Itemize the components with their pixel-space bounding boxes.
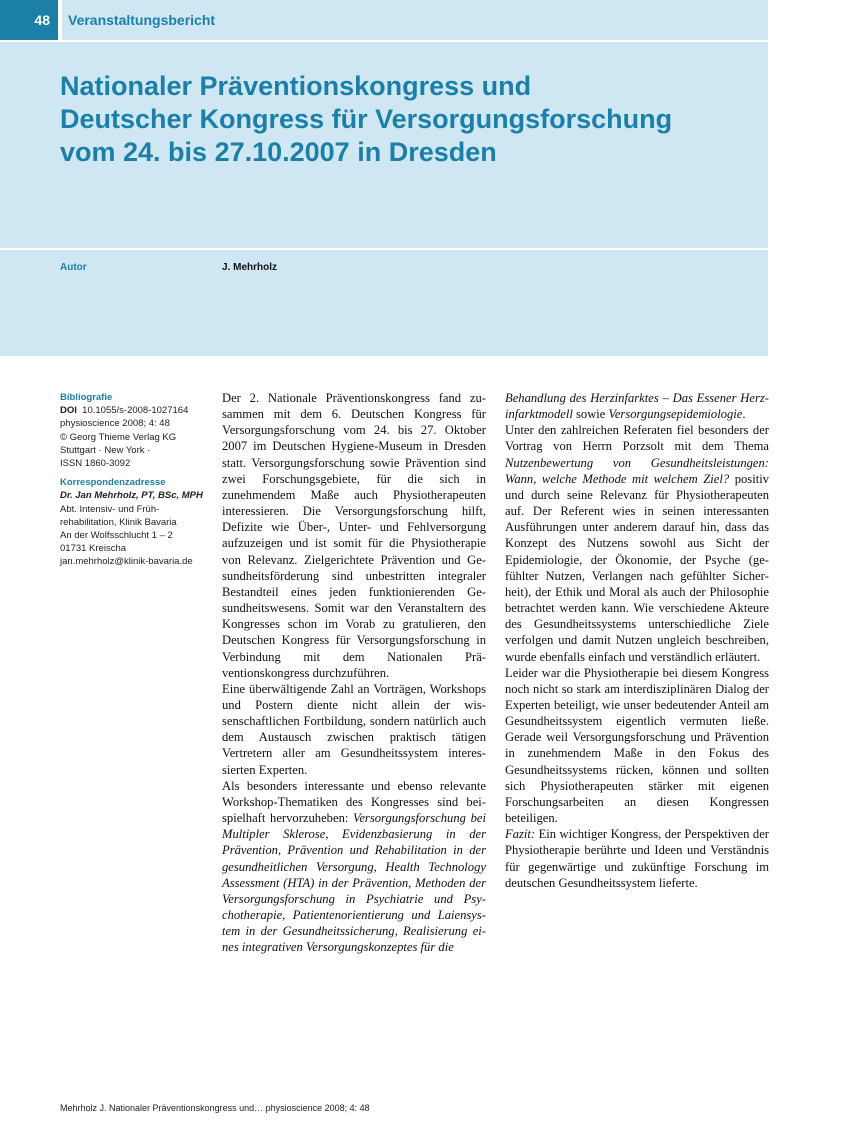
paragraph-text: positiv und durch seine Relevanz für Physiotherapeuten auf. Der Referent wies in seinen interessanten Ausführungen unter anderem darauf hin, dass das Konzept des Nutzens sowohl aus Sicht der Epidemiologie, der Ökonomie, der Psyche (gefühlter Nutzen, Verlangen nach gefühlter Sicherheit), der Ethik und Moral als auch der Philosophie betrachtet werden kann. Wie verschiedene Akteure des Gesundheitssystems unterschiedliche Ziele verfolgen und damit Nutzen ungleich beschreiben, wurde ebenfalls einfach und verständlich erläutert. (505, 471, 770, 664)
paragraph-text: Als besonders interessante und ebenso relevante Workshop-Thematiken des Kongresses sind beispielhaft hervorzuheben: (222, 778, 486, 826)
paragraph: Der 2. Nationale Präventionskongress fand zusammen mit dem 6. Deutschen Kongress für Versorgungsforschung vom 24. bis 27. Oktober 2007 im Deutschen Hygiene-Museum in Dresden statt. Versorgungsforschung sowie Prävention sind zwei Forschungsgebiete, für die sich in zunehmendem Maße auch Physiotherapeuten interessieren. Die Versorgungsforschung hilft, Defizite wie Über-, Unter- und Fehlversorgung aufzuzeigen und ist somit für die Physiotherapie von Relevanz. Zielgerichtete Prävention und Gesundheitsförderung sind unbestritten integraler Bestandteil eines jeden funktionierenden Gesundheitswesens. Somit war den Veranstaltern des Kongresses schon im Vorab zu gratulieren, den Deutschen Kongress für Versorgungsforschung in Verbindung mit dem Nationalen Präventionskongress durchzuführen. (222, 391, 486, 680)
doi-line (60, 404, 210, 417)
author-name: J. Mehrholz (222, 262, 278, 273)
correspondence-line: 01731 Kreischa (60, 543, 127, 555)
workshop-topic: Versorgungsepidemiologie (608, 407, 743, 422)
conclusion-label: Fazit: (505, 827, 536, 842)
body-column-1 (222, 390, 486, 955)
correspondence-line: An der Wolfsschlucht 1 – 2 (60, 530, 173, 542)
footer-citation: Mehrholz J. Nationaler Präventionskongress und… physioscience 2008; 4: 48 (60, 1103, 370, 1113)
issn: ISSN 1860-3092 (60, 458, 131, 470)
body-column-2 (505, 390, 769, 891)
bibliography-heading: Bibliografie (60, 392, 113, 403)
publisher-city: Stuttgart · New York · (60, 444, 151, 456)
paragraph (222, 778, 486, 956)
paragraph (505, 422, 769, 664)
correspondence-heading: Korrespondenzadresse (60, 477, 166, 489)
paragraph-text: sowie (572, 407, 609, 422)
workshop-topics: Behandlung des Herzinfarktes – Das Essener Herzinfarktmodell (505, 391, 769, 422)
copyright: © Georg Thieme Verlag KG (60, 431, 177, 443)
correspondence-line: Abt. Intensiv- und Früh- (60, 503, 160, 515)
page-number: 48 (0, 0, 58, 40)
doi-value: 10.1055/s-2008-1027164 (82, 405, 189, 417)
paragraph-text: . (742, 407, 746, 422)
paragraph-text: Unter den zahlreichen Referaten fiel besonders der Vortrag von Herrn Porzsolt mit dem Thema (505, 423, 769, 454)
author-label: Autor (60, 262, 87, 273)
paragraph: Leider war die Physiotherapie bei diesem Kongress noch nicht so stark am interdisziplinären Dialog der Experten beteiligt, wie unser bedeutender Anteil am Gesundheitssystem eigentlich vermuten ließe. Gerade weil Versorgungsforschung und Prävention in zunehmendem Maße in den Fokus des Gesundheitssystems rücken, können und sollten sich Physiotherapeuten stärker mit eigenen Forschungsarbeiten an diesen Kongressen beteiligen. (505, 665, 769, 826)
doi-label: DOI (60, 405, 77, 417)
journal-ref: physioscience 2008; 4: 48 (60, 418, 170, 430)
author-box (0, 250, 768, 356)
paragraph (505, 826, 769, 891)
section-label: Veranstaltungsbericht (62, 0, 768, 40)
sidebar-meta (60, 391, 210, 569)
paragraph: Eine überwältigende Zahl an Vorträgen, Workshops und Postern diente nicht allein der wissenschaftlichen Fortbildung, sondern natürlich auch dem Austausch zwischen praktisch tätigen Vertretern aller am Gesundheitssystem interessierten Experten. (222, 681, 486, 777)
paragraph-continued (505, 390, 769, 422)
title-line: Nationaler Präventionskongress und (60, 71, 532, 101)
talk-title: Nutzenbewertung von Gesundheitsleistungen: Wann, welche Methode mit welchem Ziel? (505, 455, 769, 486)
title-line: vom 24. bis 27.10.2007 in Dresden (60, 137, 497, 167)
workshop-topics: Versorgungsforschung bei Multipler Sklerose, Evidenzbasierung in der Prävention, Prävention und Rehabilitation in der gesundheitlichen Versorgung, Health Technology Assessment (HTA) in der Prävention, Methoden der Versorgungsforschung in Psychiatrie und Psychotherapie, Patientenorientierung und Laiensystem in der Gesundheitssicherung, Realisierung eines integrativen Versorgungskonzeptes für die (222, 811, 486, 955)
correspondence-email: jan.mehrholz@klinik-bavaria.de (60, 556, 193, 568)
correspondence-line: rehabilitation, Klinik Bavaria (60, 516, 177, 528)
correspondence-name: Dr. Jan Mehrholz, PT, BSc, MPH (60, 490, 203, 502)
article-title (60, 70, 740, 169)
paragraph-text: Ein wichtiger Kongress, der Perspektiven der Physiotherapie berührte und Ideen und Verständnis für gegenwärtige und zukünftige Forschung im deutschen Gesundheitssystem lieferte. (505, 827, 769, 890)
title-line: Deutscher Kongress für Versorgungsforschung (60, 104, 673, 134)
